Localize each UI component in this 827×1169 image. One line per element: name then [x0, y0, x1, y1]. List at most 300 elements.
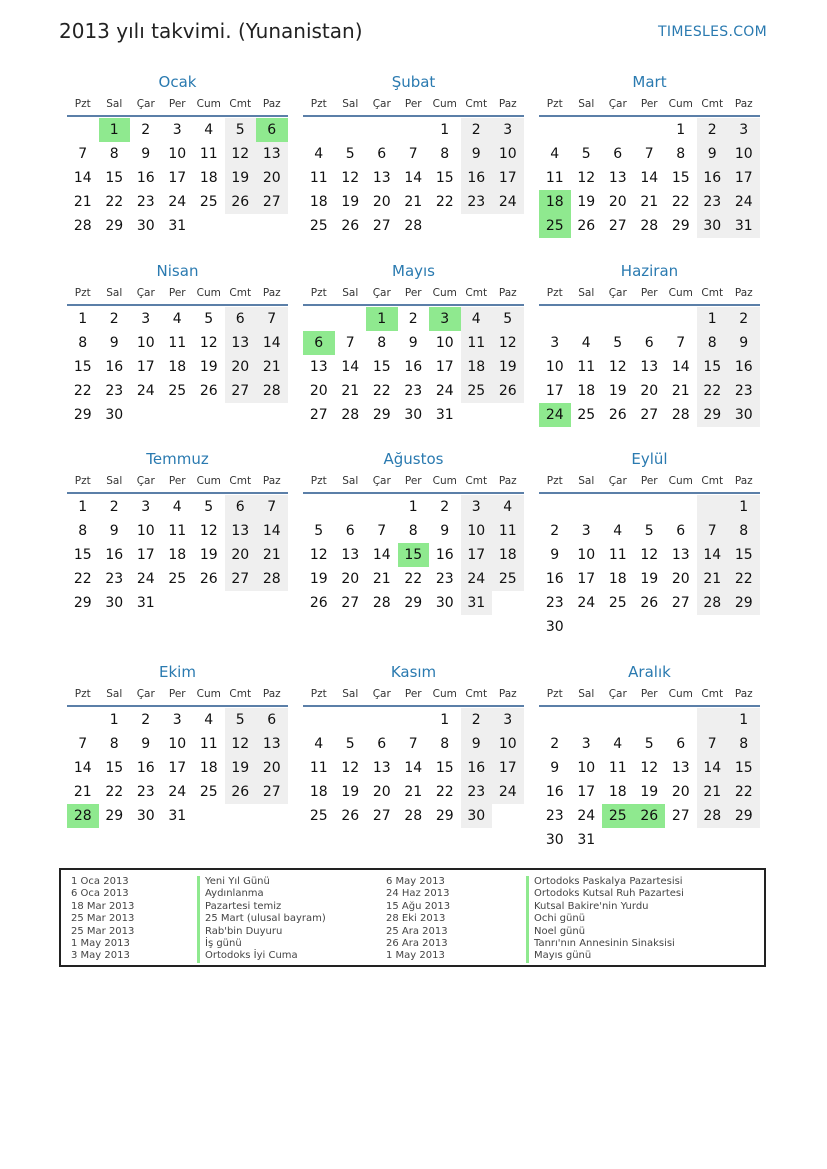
empty-cell [571, 118, 603, 142]
weekday-label: Per [640, 688, 658, 700]
day-cell: 31 [435, 407, 454, 423]
day-cell: 11 [199, 736, 218, 752]
day-cell: 21 [404, 784, 423, 800]
day-cell: 17 [435, 359, 454, 375]
day-cell: 12 [640, 760, 659, 776]
day-cell: 15 [671, 170, 690, 186]
day-cell: 29 [105, 218, 124, 234]
day-cell: 24 [461, 567, 493, 591]
holiday-day-cell: 18 [539, 190, 571, 214]
page-title: 2013 yılı takvimi. (Yunanistan) [59, 19, 363, 43]
day-cell: 6 [377, 146, 387, 162]
day-cell: 4 [613, 523, 623, 539]
day-cell: 3 [141, 499, 151, 515]
weekday-header [539, 282, 760, 306]
day-cell: 29 [697, 403, 729, 427]
day-cell: 18 [461, 355, 493, 379]
day-cell: 25 [492, 567, 524, 591]
weekday-label: Per [168, 688, 186, 700]
day-cell: 9 [550, 760, 560, 776]
day-cell: 13 [225, 331, 257, 355]
day-cell: 3 [461, 495, 493, 519]
day-cell: 9 [440, 523, 450, 539]
day-cell: 22 [372, 383, 391, 399]
holiday-date: 1 May 2013 [71, 938, 130, 950]
weekday-label: Cmt [465, 475, 488, 487]
day-cell: 18 [309, 784, 328, 800]
day-cell: 22 [728, 567, 760, 591]
weekday-header [303, 93, 524, 117]
day-cell: 15 [73, 359, 92, 375]
day-cell: 17 [168, 170, 187, 186]
holiday-date: 18 Mar 2013 [71, 900, 135, 912]
day-cell: 4 [314, 736, 324, 752]
day-cell: 12 [225, 732, 257, 756]
day-cell: 25 [168, 571, 187, 587]
day-cell: 6 [676, 523, 686, 539]
empty-cell [602, 495, 634, 519]
holiday-name: Yeni Yıl Günü [197, 876, 326, 888]
weekday-label: Pzt [74, 98, 91, 110]
holiday-date: 26 Ara 2013 [386, 938, 448, 950]
weekday-label: Cmt [229, 98, 252, 110]
holiday-day-cell: 15 [398, 543, 430, 567]
empty-cell [634, 495, 666, 519]
day-cell: 13 [640, 359, 659, 375]
day-grid [67, 708, 288, 828]
weekday-header [67, 93, 288, 117]
holiday-day-cell: 26 [634, 804, 666, 828]
day-cell: 19 [341, 194, 360, 210]
day-cell: 1 [109, 712, 119, 728]
day-cell: 13 [608, 170, 627, 186]
day-cell: 30 [136, 808, 155, 824]
day-grid [67, 118, 288, 238]
weekday-label: Cmt [229, 475, 252, 487]
day-cell: 23 [728, 379, 760, 403]
day-cell: 7 [377, 523, 387, 539]
day-cell: 7 [345, 335, 355, 351]
weekday-label: Pzt [546, 688, 563, 700]
day-cell: 4 [461, 307, 493, 331]
day-cell: 28 [341, 407, 360, 423]
holiday-name: Tanrı'nın Annesinin Sinaksisi [526, 938, 684, 950]
day-cell: 20 [640, 383, 659, 399]
day-cell: 6 [345, 523, 355, 539]
weekday-header [539, 93, 760, 117]
empty-cell [571, 495, 603, 519]
day-cell: 10 [545, 359, 564, 375]
day-cell: 28 [372, 595, 391, 611]
day-cell: 25 [461, 379, 493, 403]
day-cell: 2 [728, 307, 760, 331]
day-cell: 6 [225, 307, 257, 331]
day-cell: 18 [309, 194, 328, 210]
day-cell: 27 [225, 567, 257, 591]
day-cell: 26 [199, 383, 218, 399]
weekday-label: Per [640, 475, 658, 487]
day-grid [539, 495, 760, 639]
holiday-name: Kutsal Bakire'nin Yurdu [526, 901, 684, 913]
day-cell: 8 [78, 523, 88, 539]
day-cell: 8 [440, 146, 450, 162]
day-cell: 25 [608, 595, 627, 611]
day-cell: 29 [73, 595, 92, 611]
day-cell: 21 [697, 780, 729, 804]
day-cell: 5 [225, 708, 257, 732]
day-cell: 27 [341, 595, 360, 611]
day-cell: 24 [168, 194, 187, 210]
holiday-date: 25 Mar 2013 [71, 925, 135, 937]
day-cell: 12 [309, 547, 328, 563]
holiday-date: 6 May 2013 [386, 876, 445, 887]
day-cell: 29 [435, 808, 454, 824]
weekday-label: Pzt [310, 98, 327, 110]
day-cell: 8 [408, 523, 418, 539]
weekday-label: Paz [262, 475, 281, 487]
day-cell: 7 [78, 146, 88, 162]
weekday-label: Sal [578, 475, 595, 487]
empty-cell [539, 118, 571, 142]
day-cell: 22 [671, 194, 690, 210]
day-cell: 4 [172, 499, 182, 515]
month-name: Mart [632, 73, 667, 91]
day-cell: 22 [435, 784, 454, 800]
day-cell: 3 [550, 335, 560, 351]
day-cell: 27 [640, 407, 659, 423]
day-cell: 12 [608, 359, 627, 375]
day-cell: 13 [372, 170, 391, 186]
day-cell: 30 [728, 403, 760, 427]
day-grid [539, 708, 760, 852]
day-cell: 3 [492, 118, 524, 142]
day-cell: 11 [309, 170, 328, 186]
day-cell: 19 [225, 166, 257, 190]
day-cell: 7 [78, 736, 88, 752]
day-cell: 31 [136, 595, 155, 611]
weekday-label: Çar [136, 287, 155, 299]
day-cell: 31 [577, 832, 596, 848]
day-cell: 7 [676, 335, 686, 351]
weekday-label: Cmt [701, 287, 724, 299]
day-cell: 23 [136, 784, 155, 800]
day-cell: 21 [697, 567, 729, 591]
day-cell: 4 [550, 146, 560, 162]
day-cell: 27 [608, 218, 627, 234]
month-block [67, 448, 288, 615]
empty-cell [634, 307, 666, 331]
empty-cell [571, 307, 603, 331]
day-cell: 17 [136, 359, 155, 375]
weekday-label: Cmt [465, 287, 488, 299]
month-block [539, 661, 760, 852]
day-cell: 28 [256, 379, 288, 403]
empty-cell [665, 708, 697, 732]
day-cell: 9 [728, 331, 760, 355]
day-cell: 2 [440, 499, 450, 515]
day-grid [539, 307, 760, 427]
day-cell: 24 [168, 784, 187, 800]
day-cell: 9 [141, 146, 151, 162]
day-cell: 19 [199, 547, 218, 563]
day-cell: 20 [608, 194, 627, 210]
day-cell: 13 [372, 760, 391, 776]
day-cell: 26 [225, 780, 257, 804]
weekday-label: Paz [262, 287, 281, 299]
weekday-label: Per [404, 475, 422, 487]
day-cell: 17 [136, 547, 155, 563]
holiday-day-cell: 6 [303, 331, 335, 355]
holiday-day-cell: 25 [602, 804, 634, 828]
day-cell: 1 [408, 499, 418, 515]
day-cell: 16 [105, 547, 124, 563]
day-cell: 5 [581, 146, 591, 162]
day-cell: 11 [492, 519, 524, 543]
day-cell: 30 [697, 214, 729, 238]
day-cell: 9 [461, 732, 493, 756]
weekday-label: Pzt [546, 98, 563, 110]
day-cell: 4 [204, 712, 214, 728]
weekday-label: Per [404, 98, 422, 110]
day-cell: 6 [225, 495, 257, 519]
holiday-name: 25 Mart (ulusal bayram) [197, 913, 326, 925]
day-cell: 10 [492, 732, 524, 756]
weekday-label: Per [640, 98, 658, 110]
day-cell: 24 [577, 595, 596, 611]
day-cell: 22 [73, 383, 92, 399]
day-cell: 17 [577, 571, 596, 587]
day-cell: 30 [105, 595, 124, 611]
day-cell: 18 [199, 170, 218, 186]
day-cell: 21 [640, 194, 659, 210]
weekday-label: Sal [578, 688, 595, 700]
day-cell: 17 [492, 756, 524, 780]
day-cell: 12 [492, 331, 524, 355]
empty-cell [335, 708, 367, 732]
day-cell: 5 [345, 146, 355, 162]
day-grid [303, 708, 524, 828]
day-cell: 3 [728, 118, 760, 142]
holiday-day-cell: 25 [539, 214, 571, 238]
day-cell: 14 [697, 756, 729, 780]
holiday-date: 28 Eki 2013 [386, 913, 446, 925]
day-cell: 5 [492, 307, 524, 331]
day-cell: 8 [78, 335, 88, 351]
day-cell: 1 [440, 122, 450, 138]
day-cell: 9 [697, 142, 729, 166]
holiday-list [59, 868, 766, 967]
weekday-label: Cum [432, 98, 457, 110]
day-cell: 19 [225, 756, 257, 780]
day-cell: 1 [676, 122, 686, 138]
day-cell: 16 [136, 170, 155, 186]
day-cell: 14 [404, 170, 423, 186]
weekday-label: Çar [608, 287, 627, 299]
empty-cell [366, 118, 398, 142]
empty-cell [335, 307, 367, 331]
weekday-label: Paz [262, 98, 281, 110]
month-name: Ağustos [383, 450, 444, 468]
day-cell: 15 [697, 355, 729, 379]
day-cell: 14 [404, 760, 423, 776]
day-cell: 23 [697, 190, 729, 214]
weekday-label: Pzt [546, 287, 563, 299]
empty-cell [665, 495, 697, 519]
weekday-label: Cmt [701, 688, 724, 700]
day-cell: 26 [608, 407, 627, 423]
day-cell: 11 [168, 335, 187, 351]
weekday-label: Sal [342, 98, 359, 110]
weekday-label: Paz [498, 688, 517, 700]
month-name: Temmuz [146, 450, 209, 468]
day-cell: 2 [109, 499, 119, 515]
weekday-label: Paz [734, 688, 753, 700]
day-cell: 16 [461, 166, 493, 190]
day-cell: 20 [341, 571, 360, 587]
day-cell: 16 [435, 547, 454, 563]
weekday-header [303, 683, 524, 707]
day-cell: 19 [577, 194, 596, 210]
empty-cell [602, 118, 634, 142]
holiday-name: Pazartesi temiz [197, 901, 326, 913]
holiday-names-right [526, 876, 684, 963]
empty-cell [398, 708, 430, 732]
empty-cell [67, 118, 99, 142]
site-link[interactable]: TIMESLES.COM [658, 24, 767, 40]
day-cell: 2 [697, 118, 729, 142]
day-cell: 25 [309, 218, 328, 234]
day-cell: 9 [109, 523, 119, 539]
day-cell: 31 [168, 808, 187, 824]
weekday-header [67, 683, 288, 707]
day-cell: 10 [136, 335, 155, 351]
day-cell: 28 [640, 218, 659, 234]
day-cell: 20 [372, 784, 391, 800]
day-cell: 8 [697, 331, 729, 355]
day-cell: 22 [105, 784, 124, 800]
day-cell: 21 [671, 383, 690, 399]
day-cell: 9 [408, 335, 418, 351]
empty-cell [398, 118, 430, 142]
holiday-name: İş günü [197, 938, 326, 950]
month-block [539, 448, 760, 639]
day-cell: 14 [372, 547, 391, 563]
day-cell: 27 [372, 218, 391, 234]
weekday-label: Paz [262, 688, 281, 700]
empty-cell [665, 307, 697, 331]
day-cell: 23 [136, 194, 155, 210]
day-cell: 4 [581, 335, 591, 351]
weekday-label: Sal [342, 475, 359, 487]
day-cell: 16 [545, 784, 564, 800]
day-cell: 29 [404, 595, 423, 611]
day-cell: 1 [728, 708, 760, 732]
month-block [303, 71, 524, 238]
day-cell: 24 [492, 780, 524, 804]
day-cell: 12 [640, 547, 659, 563]
day-cell: 26 [341, 808, 360, 824]
day-cell: 18 [577, 383, 596, 399]
day-cell: 28 [697, 591, 729, 615]
day-cell: 13 [671, 760, 690, 776]
day-cell: 23 [461, 190, 493, 214]
day-cell: 8 [109, 736, 119, 752]
day-cell: 22 [435, 194, 454, 210]
day-cell: 3 [172, 712, 182, 728]
day-cell: 2 [461, 118, 493, 142]
day-cell: 23 [435, 571, 454, 587]
holiday-day-cell: 24 [539, 403, 571, 427]
day-cell: 26 [640, 595, 659, 611]
weekday-label: Paz [498, 475, 517, 487]
holiday-name: Ochi günü [526, 913, 684, 925]
empty-cell [539, 307, 571, 331]
month-block [303, 260, 524, 427]
day-cell: 25 [577, 407, 596, 423]
weekday-label: Per [404, 287, 422, 299]
day-cell: 24 [136, 383, 155, 399]
weekday-label: Sal [106, 475, 123, 487]
day-cell: 23 [461, 780, 493, 804]
day-cell: 18 [492, 543, 524, 567]
day-cell: 1 [728, 495, 760, 519]
day-cell: 13 [256, 142, 288, 166]
day-cell: 28 [73, 218, 92, 234]
day-cell: 5 [644, 736, 654, 752]
day-cell: 21 [404, 194, 423, 210]
day-cell: 26 [225, 190, 257, 214]
day-cell: 19 [341, 784, 360, 800]
day-cell: 28 [697, 804, 729, 828]
day-cell: 12 [341, 760, 360, 776]
month-block [67, 71, 288, 238]
weekday-label: Cum [196, 98, 221, 110]
weekday-label: Cum [668, 475, 693, 487]
day-cell: 22 [73, 571, 92, 587]
day-cell: 13 [309, 359, 328, 375]
empty-cell [539, 495, 571, 519]
weekday-label: Cum [432, 287, 457, 299]
day-cell: 12 [577, 170, 596, 186]
weekday-header [67, 470, 288, 494]
day-cell: 23 [545, 595, 564, 611]
weekday-label: Çar [608, 98, 627, 110]
day-cell: 5 [613, 335, 623, 351]
day-cell: 2 [550, 523, 560, 539]
day-cell: 10 [168, 736, 187, 752]
weekday-label: Sal [106, 98, 123, 110]
day-cell: 14 [697, 543, 729, 567]
day-cell: 26 [492, 379, 524, 403]
weekday-label: Per [168, 287, 186, 299]
day-cell: 22 [697, 379, 729, 403]
day-cell: 19 [640, 571, 659, 587]
day-cell: 27 [671, 595, 690, 611]
day-cell: 5 [204, 311, 214, 327]
day-cell: 20 [225, 355, 257, 379]
weekday-label: Paz [498, 287, 517, 299]
empty-cell [335, 495, 367, 519]
day-cell: 14 [341, 359, 360, 375]
month-name: Eylül [631, 450, 668, 468]
day-cell: 12 [341, 170, 360, 186]
day-cell: 9 [461, 142, 493, 166]
day-cell: 18 [608, 784, 627, 800]
weekday-label: Cmt [701, 98, 724, 110]
day-cell: 31 [168, 218, 187, 234]
day-cell: 27 [256, 190, 288, 214]
day-cell: 2 [141, 712, 151, 728]
